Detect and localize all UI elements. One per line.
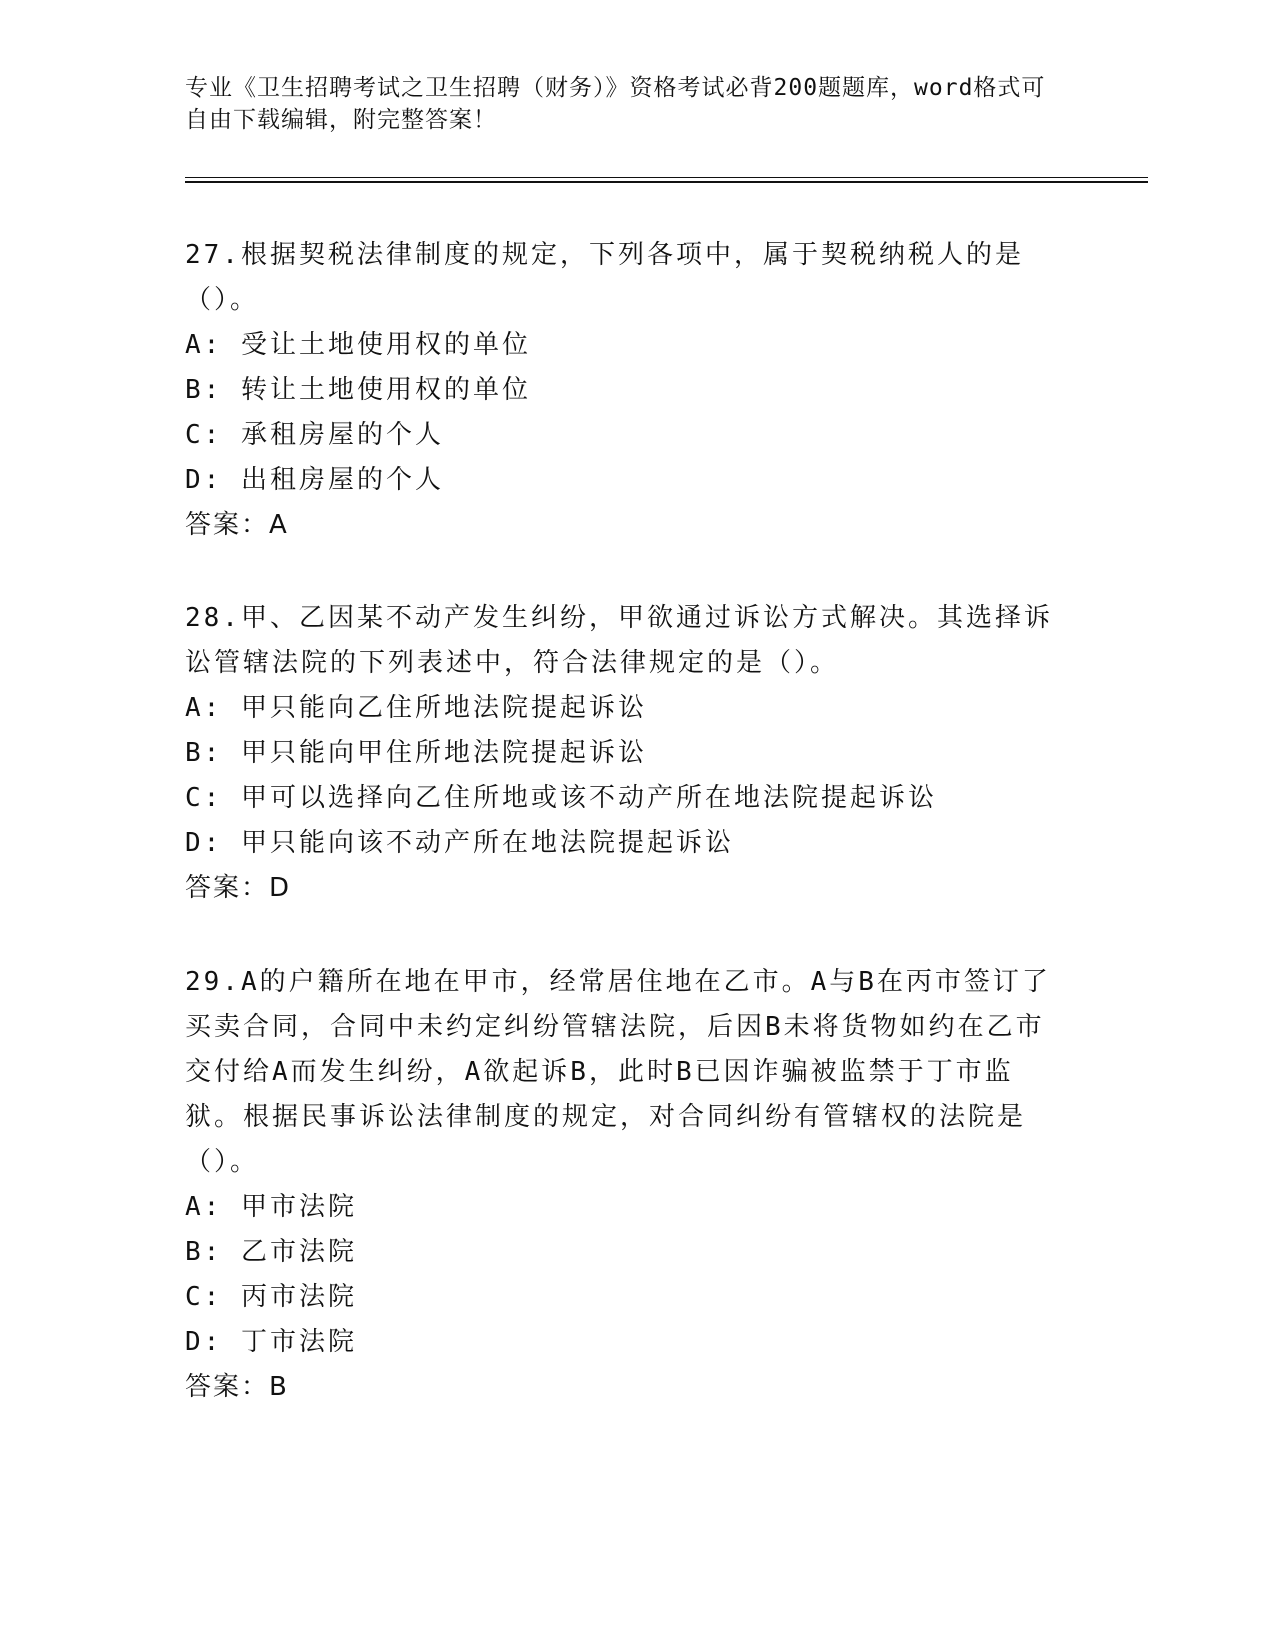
option-d: D: 丁市法院 xyxy=(185,1327,357,1357)
header-divider-bottom xyxy=(185,181,1148,183)
option-b: B: 乙市法院 xyxy=(185,1237,357,1267)
option-a: A: 甲只能向乙住所地法院提起诉讼 xyxy=(185,693,647,723)
header-divider-top xyxy=(185,177,1148,178)
question-stem: 27.根据契税法律制度的规定，下列各项中，属于契税纳税人的是（）。 xyxy=(185,240,1024,315)
answer-line: 答案：A xyxy=(185,510,289,540)
question-29 xyxy=(185,960,1065,1410)
option-d: D: 出租房屋的个人 xyxy=(185,465,444,495)
option-b: B: 转让土地使用权的单位 xyxy=(185,375,531,405)
option-c: C: 甲可以选择向乙住所地或该不动产所在地法院提起诉讼 xyxy=(185,783,937,813)
question-28 xyxy=(185,596,1065,911)
question-stem: 28.甲、乙因某不动产发生纠纷，甲欲通过诉讼方式解决。其选择诉讼管辖法院的下列表述中，符合法律规定的是（）。 xyxy=(185,603,1053,678)
option-a: A: 受让土地使用权的单位 xyxy=(185,330,531,360)
answer-line: 答案：D xyxy=(185,873,292,903)
option-d: D: 甲只能向该不动产所在地法院提起诉讼 xyxy=(185,828,734,858)
answer-line: 答案：B xyxy=(185,1372,289,1402)
option-c: C: 承租房屋的个人 xyxy=(185,420,444,450)
option-b: B: 甲只能向甲住所地法院提起诉讼 xyxy=(185,738,647,768)
option-c: C: 丙市法院 xyxy=(185,1282,357,1312)
document-header: 专业《卫生招聘考试之卫生招聘（财务）》资格考试必背200题题库，word格式可自由下载编辑，附完整答案！ xyxy=(185,75,1046,133)
question-27 xyxy=(185,233,1065,548)
question-stem: 29.A的户籍所在地在甲市，经常居住地在乙市。A与B在丙市签订了买卖合同，合同中未约定纠纷管辖法院，后因B未将货物如约在乙市交付给A而发生纠纷，A欲起诉B，此时B已因诈骗被监禁于丁市监狱。根据民事诉讼法律制度的规定，对合同纠纷有管辖权的法院是（）。 xyxy=(185,967,1051,1177)
option-a: A: 甲市法院 xyxy=(185,1192,357,1222)
